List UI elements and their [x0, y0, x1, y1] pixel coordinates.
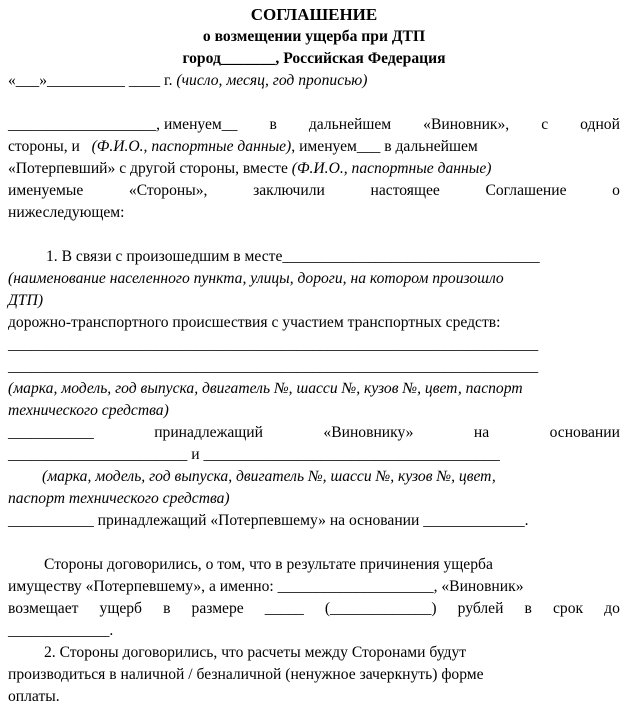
agreement-word: ущерб [99, 600, 142, 617]
clause-1-line-1: 1. В связи с произошедшим в месте_________________________________ [46, 248, 540, 265]
spacer [8, 92, 620, 114]
vehicle-blank-2: ____________________________________________________________________ [8, 358, 539, 375]
intro-word: о [612, 182, 620, 199]
agreement-word: в [524, 600, 532, 617]
intro-word: ___________________, именуем__ [8, 116, 238, 133]
intro-word: «Стороны», [128, 182, 208, 199]
intro-line-4 [8, 180, 620, 202]
owner-word: на [473, 424, 490, 441]
owner-1-and-line: _______________________ и ______________________________________ [8, 446, 500, 463]
intro-line-1 [8, 114, 620, 136]
agreement-word: рублей [457, 600, 504, 617]
document-title: СОГЛАШЕНИЕ [250, 5, 378, 24]
owner-word: «Виновнику» [323, 424, 414, 441]
intro-line-3 [8, 158, 620, 180]
agreement-line-2: имуществу «Потерпевшему», а именно: ____________________, «Виновник» [8, 578, 524, 595]
intro-word: дальнейшем [308, 116, 392, 133]
agreement-word: срок [552, 600, 584, 617]
agreement-line-3 [8, 598, 620, 620]
spacer [8, 224, 620, 246]
owner-word: ___________ [8, 424, 94, 441]
intro-hint: (Ф.И.О., паспортные данные) [291, 160, 492, 177]
place-hint-2: ДТП) [8, 292, 44, 309]
vehicle-blank-1: ____________________________________________________________________ [8, 336, 539, 353]
spacer [8, 532, 620, 554]
intro-hint: (Ф.И.О., паспортные данные) [91, 138, 292, 155]
agreement-word: _____ [264, 600, 304, 617]
city-line: город_______, Российская Федерация [182, 50, 446, 67]
date-line [8, 70, 620, 92]
intro-line-2 [8, 136, 620, 158]
agreement-word: (_____________) [324, 600, 437, 617]
owner-1-line [8, 422, 620, 444]
intro-line-5: нижеследующем: [8, 204, 125, 221]
clause-2-line-3: оплаты. [8, 688, 60, 705]
agreement-word: размере [191, 600, 244, 617]
intro-text: «Потерпевший» с другой стороны, вместе [8, 160, 288, 177]
vehicle-hint-3: (марка, модель, год выпуска, двигатель №, шасси №, кузов №, цвет, [42, 468, 496, 485]
intro-word: Соглашение [485, 182, 567, 199]
document-subtitle: о возмещении ущерба при ДТП [202, 28, 426, 45]
intro-word: одной [580, 116, 620, 133]
intro-word: именуемые [8, 182, 84, 199]
vehicle-hint-1: (марка, модель, год выпуска, двигатель №, шасси №, кузов №, цвет, паспорт [8, 380, 523, 397]
place-hint-1: (наименование населенного пункта, улицы, дороги, на котором произошло [8, 270, 504, 287]
vehicle-hint-4: паспорт технического средства) [8, 490, 230, 507]
agreement-line-4: _____________. [8, 622, 114, 639]
owner-word: основании [549, 424, 620, 441]
intro-word: «Виновник», [423, 116, 510, 133]
clause-1-line-3: дорожно-транспортного происшествия с участием транспортных средств: [8, 314, 501, 331]
intro-text: стороны, и [8, 138, 80, 155]
date-value: «___»__________ ____ г. [8, 72, 173, 89]
agreement-word: возмещает [8, 600, 79, 617]
agreement-document [8, 4, 620, 708]
intro-word: настоящее [370, 182, 440, 199]
intro-word: с [541, 116, 549, 133]
agreement-word: до [604, 600, 620, 617]
agreement-line-1: Стороны договорились, о том, что в результате причинения ущерба [44, 556, 493, 573]
agreement-word: в [163, 600, 171, 617]
date-hint: (число, месяц, год прописью) [176, 72, 368, 89]
vehicle-hint-2: технического средства) [8, 402, 169, 419]
intro-text: , именуем___ в дальнейшем [291, 138, 478, 155]
intro-word: в [269, 116, 277, 133]
intro-word: заключили [253, 182, 325, 199]
clause-2-line-2: производиться в наличной / безналичной (ненужное зачеркнуть) форме [8, 666, 484, 683]
owner-word: принадлежащий [154, 424, 263, 441]
clause-2-line-1: 2. Стороны договорились, что расчеты между Сторонами будут [44, 644, 467, 661]
owner-2-line: ___________ принадлежащий «Потерпевшему» на основании _____________. [8, 512, 529, 529]
